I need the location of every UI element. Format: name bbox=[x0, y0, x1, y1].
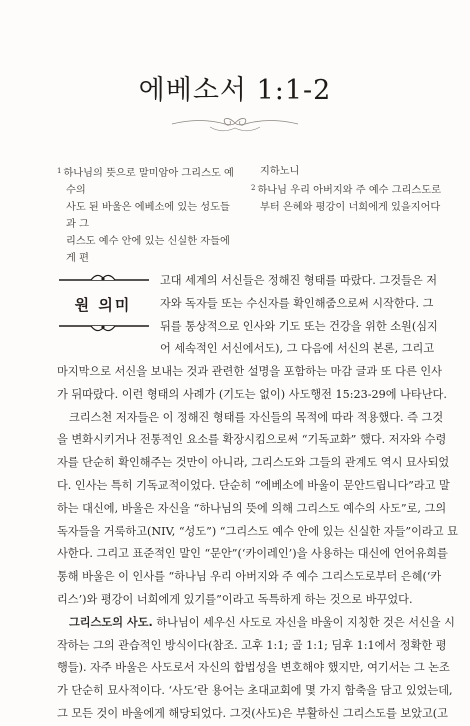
verse-2 bbox=[251, 180, 441, 199]
verse-1-line-1: 하나님의 뜻으로 말미암아 그리스도 예수의 bbox=[63, 168, 234, 196]
text-line: 리스’)와 평강이 너희에게 있기를”이라고 독특하게 하는 것으로 바꾸었다. bbox=[57, 592, 413, 606]
text-line: 마지막으로 서신을 보내는 것과 관련한 설명을 포함하는 마감 글과 또 다른 인사 bbox=[57, 365, 442, 378]
text-line: 을 변화시키거나 전통적인 요소를 확장시킴으로써 “기독교화” 했다. 저자와 수령 bbox=[57, 433, 447, 447]
section-heading-box bbox=[57, 272, 149, 336]
text-line: 다. 인사는 특히 기독교적이었다. 단순히 “에베소에 바울이 문안드립니다”라고 말 bbox=[57, 478, 450, 492]
text-line: 자를 단순히 확인해주는 것만이 아니라, 그리스도와 그들의 관계도 역시 묘사되었 bbox=[57, 456, 450, 470]
text-line: 가 뒤따랐다. 이런 형태의 사례가 (기도는 없이) 사도행전 15:23-29에 나타난다. bbox=[57, 387, 447, 401]
text-run: 하나님이 세우신 사도로 자신을 바울이 지칭한 것은 서신을 시 bbox=[152, 615, 455, 629]
verse-1-line-2: 사도 된 바울은 에베소에 있는 성도들과 그 bbox=[66, 202, 230, 230]
run-in-heading: 그리스도의 사도. bbox=[69, 615, 153, 629]
verse-column-left bbox=[57, 163, 237, 267]
body-text-main bbox=[57, 361, 458, 726]
text-line: 뒤를 통상적으로 인사와 기도 또는 건강을 위한 소원(심지 bbox=[160, 319, 438, 333]
title-flourish-ornament bbox=[170, 112, 300, 138]
verse-number: 2 bbox=[251, 184, 256, 192]
verse-2-line-1: 하나님 우리 아버지와 주 예수 그리스도로 bbox=[257, 185, 441, 196]
text-line bbox=[57, 612, 455, 635]
text-line: 통해 바울은 이 인사를 “하나님 우리 아버지와 주 예수 그리스도로부터 은혜(‘카 bbox=[57, 570, 442, 584]
text-line: 독자들을 거룩하고(NIV, “성도”) “그리스도 예수 안에 있는 신실한 자들”이라고 묘 bbox=[57, 524, 458, 538]
text-line: 하는 대신에, 바울은 자신을 “하나님의 뜻에 의해 그리스도 예수의 사도”로, 그의 bbox=[57, 501, 447, 515]
text-line: 작하는 그의 관습적인 방식이다(참조. 고후 1:1; 골 1:1; 딤후 1:1에서 정확한 평 bbox=[57, 638, 447, 652]
text-line: 고대 세계의 서신들은 정해진 형태를 따랐다. 그것들은 저 bbox=[160, 274, 438, 287]
verse-2-line-2: 부터 은혜와 평강이 너희에게 있을지어다 bbox=[260, 202, 441, 213]
text-line: 사한다. 그리고 표준적인 말인 “문안”(‘카이레인’)을 사용하는 대신에 언어유희를 bbox=[57, 547, 448, 561]
verse-1-line-3: 리스도 예수 안에 있는 신실한 자들에게 편 bbox=[66, 236, 230, 264]
verse-number: 1 bbox=[57, 167, 62, 175]
text-line: 자와 독자들 또는 수신자를 확인해줌으로써 시작한다. 그 bbox=[160, 296, 434, 310]
page-title: 에베소서 1:1-2 bbox=[138, 75, 332, 107]
section-heading: 원 의미 bbox=[74, 296, 132, 314]
verse-1-line-4: 지하노니 bbox=[260, 166, 300, 177]
text-line: 어 세속적인 서신에서도), 그 다음에 서신의 본론, 그리고 bbox=[160, 342, 435, 356]
verse-column-right bbox=[251, 163, 441, 216]
heading-bottom-ornament bbox=[57, 320, 149, 334]
text-line: 행들). 자주 바울은 사도로서 자신의 합법성을 변호해야 했지만, 여기서는 그 논조 bbox=[57, 661, 450, 675]
text-line: 크리스천 저자들은 이 정해진 형태를 자신들의 목적에 따라 적용했다. 즉 그것 bbox=[69, 410, 444, 424]
text-line: 그 모든 것이 바울에게 해당되었다. 그것(사도)은 부활하신 그리스도를 보았고(고 bbox=[57, 706, 448, 720]
verse-1 bbox=[57, 163, 237, 199]
body-text-intro-indented bbox=[160, 270, 438, 361]
heading-top-ornament bbox=[57, 272, 149, 286]
text-line: 가 단순히 묘사적이다. ‘사도’란 용어는 초대교회에 몇 가지 함축을 담고 있었는데, bbox=[57, 684, 453, 698]
